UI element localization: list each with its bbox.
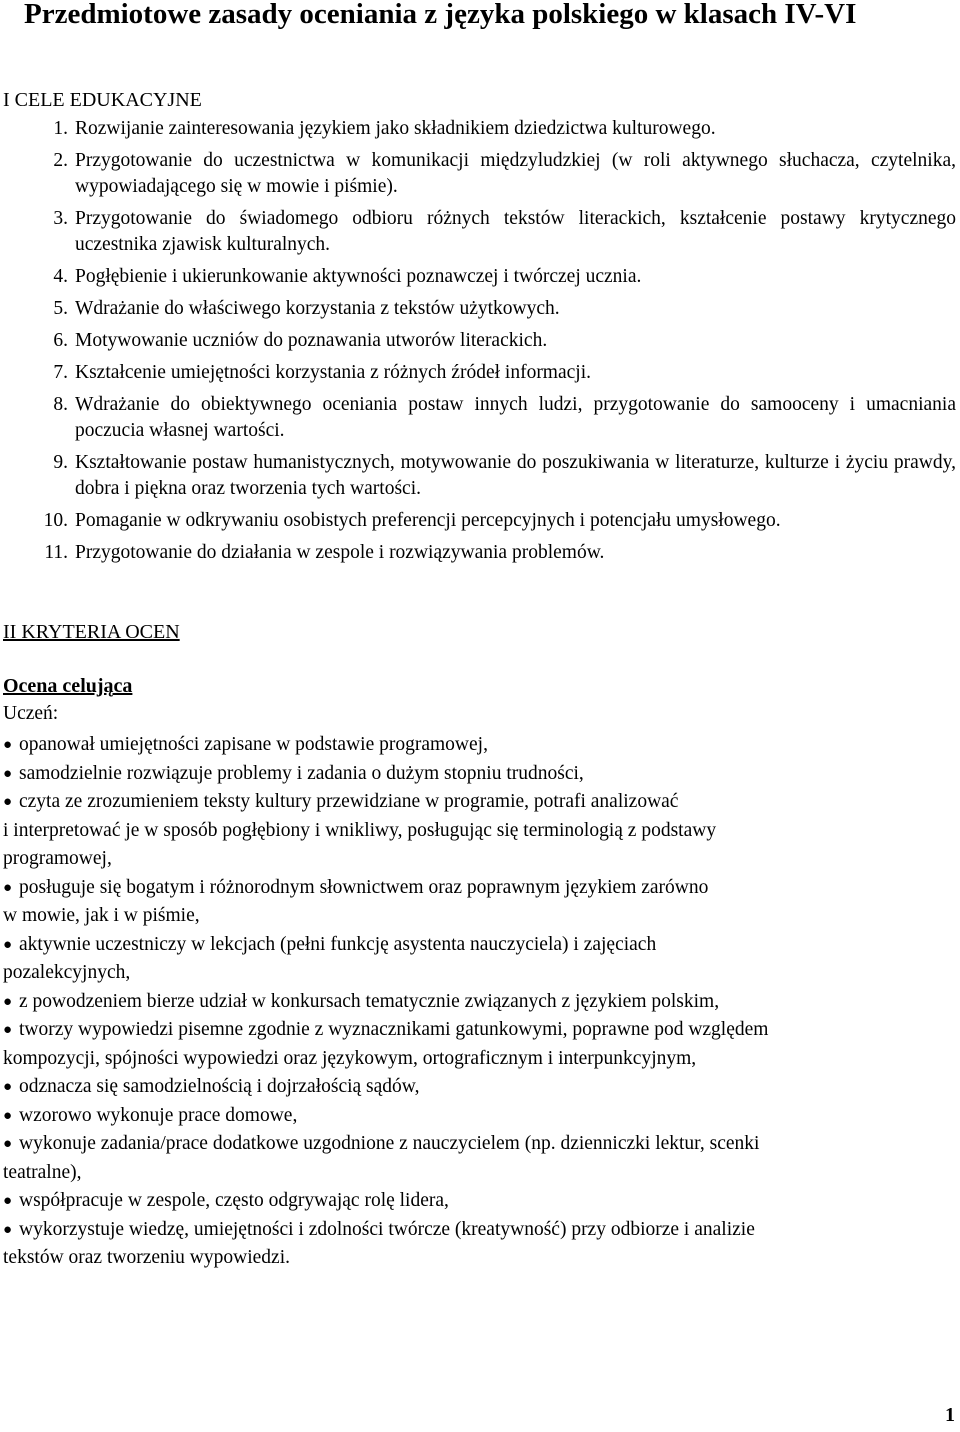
criterion-text: czyta ze zrozumieniem teksty kultury przewidziane w programie, potrafi analizować: [19, 791, 679, 812]
goal-number: 5.: [53, 298, 68, 319]
criterion-text: aktywnie uczestniczy w lekcjach (pełni funkcję asystenta nauczyciela) i zajęciach: [19, 933, 657, 955]
goal-text: Rozwijanie zainteresowania językiem jako składnikiem dziedzictwa kulturowego.: [75, 118, 716, 139]
criteria-list: [3, 731, 938, 1273]
goal-item: [0, 392, 960, 444]
bullet-icon: ●: [3, 879, 13, 896]
goal-text: Wdrażanie do właściwego korzystania z tekstów użytkowych.: [75, 298, 560, 319]
goal-item: [0, 328, 960, 354]
goal-item: [0, 296, 960, 322]
criterion-line: [3, 731, 938, 760]
goal-item: [0, 264, 960, 290]
goal-number: 4.: [53, 266, 68, 287]
goal-number: 11.: [44, 542, 68, 563]
goal-item: [0, 116, 960, 142]
criterion-text: z powodzeniem bierze udział w konkursach tematycznie związanych z językiem polskim,: [19, 990, 720, 1012]
goal-item: [0, 360, 960, 386]
goal-text: Motywowanie uczniów do poznawania utworów literackich.: [75, 330, 548, 351]
bullet-icon: ●: [3, 1193, 13, 1209]
grade-heading: Ocena celująca: [3, 675, 133, 697]
criterion-continuation: kompozycji, spójności wypowiedzi oraz językowym, ortograficznym i interpunkcyjnym,: [3, 1047, 697, 1069]
student-label: Uczeń:: [3, 703, 59, 724]
criterion-continuation: w mowie, jak i w piśmie,: [3, 905, 200, 926]
criterion-line: [3, 788, 938, 817]
criterion-text: wykonuje zadania/prace dodatkowe uzgodnione z nauczycielem (np. dzienniczki lektur, scenki: [19, 1133, 760, 1154]
criterion-line: [3, 988, 938, 1017]
goal-number: 3.: [53, 208, 68, 229]
goals-list: [0, 116, 960, 572]
goal-item: [0, 148, 960, 200]
criterion-continuation: teatralne),: [3, 1161, 82, 1183]
goal-item: [0, 450, 960, 502]
criterion-line: [3, 1016, 938, 1045]
criterion-text: posługuje się bogatym i różnorodnym słownictwem oraz poprawnym językiem zarówno: [19, 876, 709, 898]
criterion-text: opanował umiejętności zapisane w podstawie programowej,: [19, 734, 488, 755]
goal-text: Pogłębienie i ukierunkowanie aktywności poznawczej i twórczej ucznia.: [75, 266, 642, 287]
bullet-icon: ●: [3, 737, 13, 753]
criterion-continuation: i interpretować je w sposób pogłębiony i wnikliwy, posługując się terminologią z podstawy: [3, 819, 717, 841]
goal-item: [0, 540, 960, 566]
document-title: Przedmiotowe zasady oceniania z języka polskiego w klasach IV-VI: [24, 0, 857, 30]
criterion-text: współpracuje w zespole, często odgrywając rolę lidera,: [19, 1190, 449, 1211]
goal-text: Kształcenie umiejętności korzystania z różnych źródeł informacji.: [75, 362, 591, 383]
criterion-text: odznacza się samodzielnością i dojrzałością sądów,: [19, 1076, 420, 1097]
goal-number: 9.: [53, 452, 68, 473]
bullet-icon: ●: [3, 794, 13, 810]
criterion-line: [3, 931, 938, 960]
goal-text: Kształtowanie postaw humanistycznych, motywowanie do poszukiwania w literaturze, kulturze i życiu prawdy, dobra i piękna oraz tworzenia tych wartości.: [75, 452, 956, 499]
goal-number: 6.: [53, 330, 68, 351]
criterion-line: [3, 1187, 938, 1216]
criterion-continuation: tekstów oraz tworzeniu wypowiedzi.: [3, 1247, 290, 1268]
criterion-text: wzorowo wykonuje prace domowe,: [19, 1104, 298, 1126]
goal-number: 8.: [53, 394, 68, 415]
bullet-icon: ●: [3, 1022, 13, 1038]
bullet-icon: ●: [3, 1107, 13, 1124]
criterion-text: wykorzystuje wiedzę, umiejętności i zdolności twórcze (kreatywność) przy odbiorze i analizie: [19, 1218, 755, 1240]
section-heading-criteria: II KRYTERIA OCEN: [3, 621, 180, 643]
goal-number: 2.: [53, 150, 68, 171]
bullet-icon: ●: [3, 993, 13, 1010]
section-heading-goals: I CELE EDUKACYJNE: [3, 89, 202, 111]
goal-number: 1.: [53, 118, 68, 139]
goal-text: Przygotowanie do świadomego odbioru różnych tekstów literackich, kształcenie postawy krytycznego uczestnika zjawisk kulturalnych.: [75, 208, 956, 255]
bullet-icon: ●: [3, 936, 13, 953]
goal-text: Pomaganie w odkrywaniu osobistych preferencji percepcyjnych i potencjału umysłowego.: [75, 510, 781, 531]
goal-number: 7.: [53, 362, 68, 383]
criterion-text: samodzielnie rozwiązuje problemy i zadania o dużym stopniu trudności,: [19, 762, 584, 784]
goal-text: Przygotowanie do działania w zespole i rozwiązywania problemów.: [75, 542, 605, 563]
bullet-icon: ●: [3, 1221, 13, 1238]
criterion-continuation: programowej,: [3, 848, 112, 869]
goal-text: Przygotowanie do uczestnictwa w komunikacji międzyludzkiej (w roli aktywnego słuchacza, czytelnika, wypowiadającego się w mowie i piśmie).: [75, 150, 956, 197]
criterion-line: [3, 1130, 938, 1159]
goal-text: Wdrażanie do obiektywnego oceniania postaw innych ludzi, przygotowanie do samooceny i umacniania poczucia własnej wartości.: [75, 394, 956, 441]
criterion-line: [3, 1073, 938, 1102]
goal-item: [0, 508, 960, 534]
criterion-line: [3, 1216, 938, 1245]
bullet-icon: ●: [3, 1079, 13, 1095]
criterion-line: [3, 874, 938, 903]
criterion-text: tworzy wypowiedzi pisemne zgodnie z wyznacznikami gatunkowymi, poprawne pod względem: [19, 1019, 769, 1040]
bullet-icon: ●: [3, 765, 13, 782]
goal-number: 10.: [43, 510, 68, 531]
criterion-line: [3, 1102, 938, 1131]
criterion-continuation: pozalekcyjnych,: [3, 962, 131, 983]
bullet-icon: ●: [3, 1136, 13, 1152]
page-number: 1: [945, 1404, 955, 1426]
goal-item: [0, 206, 960, 258]
criterion-line: [3, 760, 938, 789]
